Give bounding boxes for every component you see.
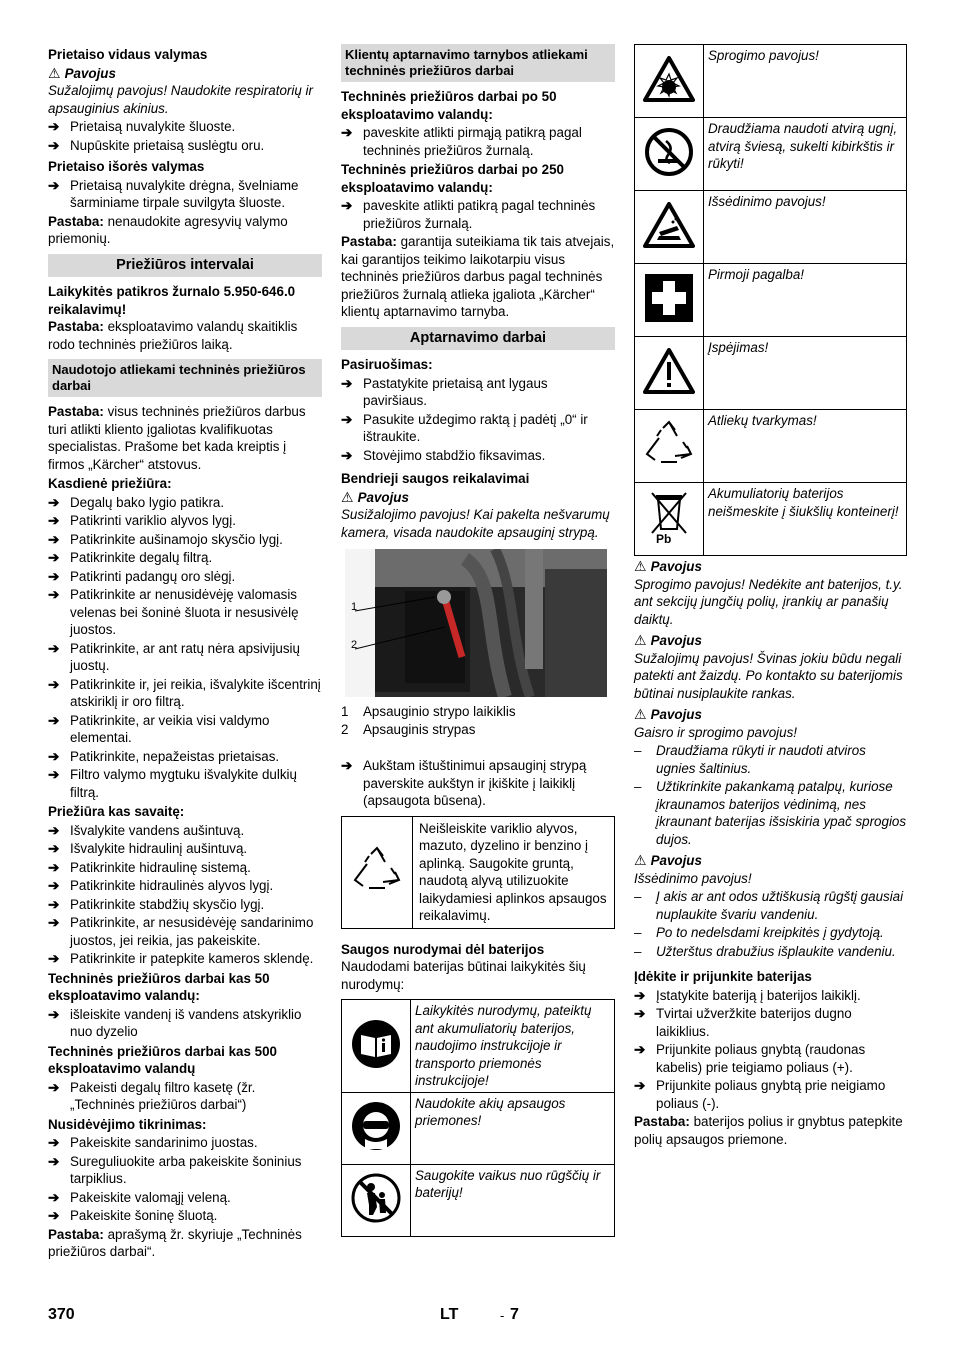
step-text: Patikrinkite ir patepkite kameros sklendę. — [70, 951, 314, 966]
step-item — [48, 840, 322, 858]
heading-logbook: Laikykitės patikros žurnalo 5.950-646.0 reikalavimų! — [48, 284, 296, 317]
step-item — [48, 1079, 322, 1114]
environment-table — [341, 816, 615, 929]
step-text: Prijunkite poliaus gnybtą (raudonas kabelis) prie teigiamo poliaus (+). — [656, 1042, 866, 1075]
step-item — [48, 950, 322, 968]
dash-item: – Draudžiama rūkyti ir naudoti atviros ugnies šaltinius. — [634, 742, 907, 777]
arrow-icon: ➔ — [341, 375, 353, 391]
symbol-row-1: Sprogimo pavojus! — [704, 45, 907, 118]
step-list — [48, 118, 322, 154]
dash-text: Užtikrinkite pakankamą patalpų, kuriose įkraunamos baterijos vėdinimą, nes įkraunant baterijas išsiskiria ypač sprogios dujos. — [656, 779, 907, 847]
arrow-icon: ➔ — [48, 767, 60, 782]
environment-text: Neišleiskite variklio alyvos, mazuto, dyzelino ir benzino į aplinką. Saugokite gruntą, naudotą alyvą utilizuokite laikydamiesi aplinkos apsaugos reikalavimų. — [413, 816, 615, 928]
step-item — [48, 118, 322, 136]
note: Pastaba: eksploatavimo valandų skaitiklis rodo techninės priežiūros laiką. — [48, 319, 298, 352]
first-aid-icon — [644, 273, 694, 323]
warning-icon — [643, 348, 695, 394]
arrow-icon: ➔ — [48, 494, 60, 510]
step-text: Patikrinkite stabdžių skysčio lygį. — [70, 896, 265, 912]
no-fire-icon — [644, 127, 694, 177]
step-text: Stovėjimo stabdžio fiksavimas. — [363, 447, 546, 463]
photo-label-2: 2 — [351, 639, 358, 651]
symbol-row-3: Išsėdinimo pavojus! — [704, 191, 907, 264]
step-text: Patikrinkite, nepažeistas prietaisas. — [70, 748, 280, 764]
warning-text: Gaisro ir sprogimo pavojus! — [634, 724, 797, 740]
step-item — [341, 197, 615, 232]
step-text: Degalų bako lygio patikra. — [70, 494, 225, 510]
warning-heading: ⚠ Pavojus — [634, 852, 702, 868]
section-box-user-maintenance: Naudotojo atliekami techninės priežiūros darbai — [48, 359, 322, 397]
heading-interior-cleaning: Prietaiso vidaus valymas — [48, 47, 208, 62]
step-item — [48, 1134, 322, 1152]
step-item — [341, 757, 615, 810]
step-text: Patikrinkite hidraulinės alyvos lygį. — [70, 878, 274, 893]
note: Pastaba: garantija suteikiama tik tais atvejais, kai garantijos teikimo laikotarpiu visus techninės priežiūros darbus pagal techninės priežiūros žurnalą atlieka įgaliota „Kärcher“ klientų aptarnavimo tarnyba. — [341, 234, 615, 319]
dash-item: – Po to nedelsdami kreipkitės į gydytoją. — [634, 925, 884, 940]
battery-hazard-symbol-table — [634, 44, 907, 556]
step-text: Patikrinkite hidraulinę sistemą. — [70, 859, 251, 875]
step-list — [341, 757, 615, 810]
step-text: Pakeisti degalų filtro kasetę (žr. „Techninės priežiūros darbai“) — [70, 1079, 256, 1112]
arrow-icon: ➔ — [48, 1208, 60, 1223]
arrow-icon: ➔ — [48, 1079, 60, 1095]
arrow-icon: ➔ — [341, 125, 353, 140]
symbol-row-2: Draudžiama naudoti atvirą ugnį, atvirą šviesą, sukelti kibirkštis ir rūkyti! — [704, 118, 907, 191]
heading-service-50h: Techninės priežiūros darbai po 50 eksploatavimo valandų: — [341, 89, 557, 122]
warning-text: Sprogimo pavojus! Nedėkite ant baterijos, t.y. ant sekcijų jungčių polių, įrankių ar panašių daiktų. — [634, 576, 903, 627]
step-item — [48, 549, 322, 567]
heading-service-250h: Techninės priežiūros darbai po 250 eksploatavimo valandų: — [341, 162, 564, 195]
arrow-icon: ➔ — [48, 841, 60, 856]
corrosion-hazard-icon — [643, 202, 695, 248]
step-item — [48, 1207, 322, 1225]
dash-item: – Užtikrinkite pakankamą patalpų, kuriose įkraunamos baterijos vėdinimą, nes įkraunant baterijas išsiskiria ypač sprogios dujos. — [634, 779, 907, 847]
section-box-service-maintenance: Klientų aptarnavimo tarnybos atliekami techninės priežiūros darbai — [341, 44, 615, 82]
step-item — [48, 512, 322, 530]
step-text: Pakeiskite šoninę šluotą. — [70, 1208, 218, 1223]
arrow-icon: ➔ — [48, 640, 60, 656]
battery-row-1: Laikykitės nurodymų, pateiktų ant akumuliatorių baterijos, naudojimo instrukcijoje ir transporto priemonės instrukcijoje! — [411, 1000, 615, 1093]
step-item — [48, 914, 322, 949]
step-list — [48, 494, 322, 802]
step-list — [48, 1006, 322, 1041]
warning-text: Susižalojimo pavojus! Kai pakelta nešvarumų kamera, visada naudokite apsauginį strypą. — [341, 507, 610, 540]
arrow-icon: ➔ — [341, 198, 353, 213]
note: Pastaba: nenaudokite agresyvių valymo priemonių. — [48, 213, 288, 246]
step-item — [48, 1153, 322, 1188]
step-text: Patikrinkite ar nenusidėvėję valomasis velenas bei šoninė šluota ir nesusivėlę juostos. — [70, 587, 299, 637]
symbol-row-4: Pirmoji pagalba! — [704, 264, 907, 337]
step-text: Filtro valymo mygtuku išvalykite dulkių filtrą. — [70, 767, 297, 800]
heading-50h: Techninės priežiūros darbai kas 50 eksploatavimo valandų: — [48, 970, 270, 1003]
step-item — [48, 766, 322, 801]
heading-daily: Kasdienė priežiūra: — [48, 476, 172, 491]
step-list — [341, 375, 615, 465]
step-item — [48, 676, 322, 711]
arrow-icon: ➔ — [48, 1189, 60, 1205]
step-text: Prietaisą nuvalykite drėgna, švelniame šarminiame tirpale suvilgyta šluoste. — [70, 177, 299, 210]
heading-preparation: Pasiruošimas: — [341, 357, 433, 372]
warning-heading: ⚠ Pavojus — [634, 632, 702, 648]
step-text: Nupūskite prietaisą suslėgtu oru. — [70, 137, 265, 153]
step-item — [48, 531, 322, 549]
warning-triangle-icon: ⚠ — [341, 488, 354, 505]
step-item — [48, 1006, 322, 1041]
arrow-icon: ➔ — [48, 1006, 60, 1022]
step-list — [48, 822, 322, 968]
step-text: Sureguliuokite arba pakeiskite šoninius tarpiklius. — [70, 1153, 302, 1186]
arrow-icon: ➔ — [48, 878, 60, 893]
warning-heading: ⚠ Pavojus — [634, 706, 702, 722]
symbol-row-7: Akumuliatorių baterijos neišmeskite į šiukšlių konteinerį! — [704, 483, 907, 556]
step-item — [48, 748, 322, 766]
heading-weekly: Priežiūra kas savaitę: — [48, 804, 185, 819]
column-3 — [634, 44, 907, 1148]
step-item — [48, 137, 322, 155]
step-text: Pakeiskite sandarinimo juostas. — [70, 1135, 258, 1150]
step-item — [634, 987, 907, 1005]
step-item — [48, 494, 322, 512]
note: Pastaba: aprašymą žr. skyriuje „Techninės priežiūros darbai“. — [48, 1226, 302, 1259]
dash-text: Po to nedelsdami kreipkitės į gydytoją. — [656, 925, 884, 940]
warning-heading: ⚠ Pavojus — [48, 64, 116, 81]
step-item — [48, 568, 322, 586]
battery-row-2: Naudokite akių apsaugos priemones! — [411, 1092, 615, 1164]
battery-row-3: Saugokite vaikus nuo rūgščių ir baterijų! — [411, 1164, 615, 1236]
step-list — [341, 124, 615, 159]
caption-2: 2 Apsauginis strypas — [341, 721, 476, 737]
pb-label: Pb — [656, 531, 672, 545]
step-list — [634, 987, 907, 1113]
step-text: Tvirtai užveržkite baterijos dugno laikiklius. — [656, 1006, 852, 1039]
step-text: Prietaisą nuvalykite šluoste. — [70, 119, 236, 134]
arrow-icon: ➔ — [48, 513, 60, 528]
arrow-icon: ➔ — [634, 987, 646, 1003]
warning-text: Sužalojimų pavojus! Švinas jokiu būdu negali patekti ant žaizdų. Po kontakto su baterijomis būtinai nusiplaukite rankas. — [634, 650, 903, 701]
step-item — [48, 896, 322, 914]
step-text: paveskite atlikti pirmąją patikrą pagal techninės priežiūros žurnalą. — [363, 125, 582, 158]
arrow-icon: ➔ — [48, 177, 60, 193]
dash-list — [634, 742, 907, 848]
caption-1: 1 Apsauginio strypo laikiklis — [341, 704, 516, 719]
step-item — [634, 1077, 907, 1112]
photo-label-1: 1 — [351, 601, 358, 613]
heading-install-batteries: Įdėkite ir prijunkite baterijas — [634, 969, 812, 984]
dash-item: – Užterštus drabužius išplaukite vandeniu. — [634, 943, 896, 959]
arrow-icon: ➔ — [48, 119, 60, 134]
step-text: Patikrinkite, ar veikia visi valdymo elementai. — [70, 712, 270, 745]
warning-triangle-icon: ⚠ — [634, 852, 647, 868]
step-text: Pasukite uždegimo raktą į padėtį „0“ ir ištraukite. — [363, 411, 588, 444]
arrow-icon: ➔ — [48, 896, 60, 912]
step-text: Išvalykite vandens aušintuvą. — [70, 822, 245, 838]
arrow-icon: ➔ — [48, 568, 60, 584]
manual-icon — [351, 1019, 401, 1069]
eye-protection-icon — [351, 1101, 401, 1151]
page-footer — [0, 1306, 954, 1330]
step-text: Prijunkite poliaus gnybtą prie neigiamo poliaus (-). — [656, 1078, 886, 1111]
step-text: paveskite atlikti patikrą pagal techninės priežiūros žurnalą. — [363, 198, 596, 231]
warning-triangle-icon: ⚠ — [634, 706, 647, 722]
warning-heading: ⚠ Pavojus — [341, 488, 409, 505]
step-text: Patikrinkite degalų filtrą. — [70, 550, 213, 565]
safety-rod-photo-image — [345, 549, 607, 697]
heading-500h: Techninės priežiūros darbai kas 500 eksploatavimo valandų — [48, 1043, 277, 1076]
warning-triangle-icon: ⚠ — [634, 558, 647, 574]
step-text: Patikrinkite aušinamojo skysčio lygį. — [70, 531, 283, 547]
step-item — [341, 447, 615, 465]
battery-intro: Naudodami baterijas būtinai laikykitės šių nurodymų: — [341, 959, 586, 992]
warning-text: Sužalojimų pavojus! Naudokite respiratorių ir apsauginius akinius. — [48, 83, 313, 116]
step-item — [634, 1005, 907, 1040]
arrow-icon: ➔ — [48, 676, 60, 692]
section-box-maintenance-intervals: Priežiūros intervalai — [48, 254, 322, 278]
step-text: Įstatykite bateriją į baterijos laikiklį. — [656, 987, 861, 1003]
arrow-icon: ➔ — [341, 447, 353, 463]
column-1 — [48, 44, 322, 1261]
step-list — [48, 1134, 322, 1225]
arrow-icon: ➔ — [48, 915, 60, 930]
step-item — [634, 1041, 907, 1076]
battery-symbol-table — [341, 999, 615, 1237]
step-item — [48, 859, 322, 877]
step-list — [341, 197, 615, 232]
warning-triangle-icon: ⚠ — [48, 64, 61, 81]
arrow-icon: ➔ — [48, 712, 60, 728]
step-item — [48, 822, 322, 840]
dash-text: Užterštus drabužius išplaukite vandeniu. — [656, 943, 896, 959]
arrow-icon: ➔ — [48, 822, 60, 838]
heading-exterior-cleaning: Prietaiso išorės valymas — [48, 159, 205, 174]
arrow-icon: ➔ — [48, 531, 60, 547]
note: Pastaba: visus techninės priežiūros darbus turi atlikti kliento įgaliotas kvalifikuotas specialistas. Prašome bet kada kreiptis į firmos „Kärcher“ atstovus. — [48, 404, 306, 472]
arrow-icon: ➔ — [341, 758, 353, 773]
section-page-number: 7 — [510, 1306, 519, 1323]
step-item — [48, 177, 322, 212]
explosion-hazard-icon — [643, 56, 695, 102]
step-item — [341, 375, 615, 410]
arrow-icon: ➔ — [48, 587, 60, 602]
step-item — [48, 640, 322, 675]
arrow-icon: ➔ — [48, 1153, 60, 1169]
step-item — [48, 1189, 322, 1207]
step-item — [48, 586, 322, 639]
recycle-icon-cell — [342, 816, 413, 928]
step-item — [48, 712, 322, 747]
step-list — [48, 177, 322, 212]
dash-text: Draudžiama rūkyti ir naudoti atviros ugnies šaltinius. — [656, 743, 866, 776]
recycle-icon — [351, 844, 403, 896]
step-text: Patikrinti variklio alyvos lygį. — [70, 513, 236, 528]
step-text: Pastatykite prietaisą ant lygaus paviršiaus. — [363, 375, 548, 408]
warning-text: Išsėdinimo pavojus! — [634, 870, 752, 886]
arrow-icon: ➔ — [48, 137, 60, 153]
heading-general-safety: Bendrieji saugos reikalavimai — [341, 471, 530, 486]
arrow-icon: ➔ — [634, 1078, 646, 1093]
step-text: išleiskite vandenį iš vandens atskyriklio nuo dyzelio — [70, 1006, 302, 1039]
step-text: Išvalykite hidraulinį aušintuvą. — [70, 841, 248, 856]
language-code: LT — [440, 1306, 459, 1323]
section-box-service-work: Aptarnavimo darbai — [341, 327, 615, 351]
recycle-icon — [643, 418, 695, 470]
arrow-icon: ➔ — [48, 748, 60, 764]
heading-wear-check: Nusidėvėjimo tikrinimas: — [48, 1116, 207, 1132]
dash-item: – Į akis ar ant odos užtiškusią rūgštį gausiai nuplaukite švariu vandeniu. — [634, 888, 907, 923]
step-text: Aukštam ištuštinimui apsauginį strypą paverskite aukštyn ir įkiškite į laikiklį (apsaugota būsena). — [363, 758, 587, 808]
warning-heading: ⚠ Pavojus — [634, 558, 702, 574]
step-text: Patikrinkite, ar nesusidėvėję sandarinimo juostos, jei reikia, jas pakeiskite. — [70, 915, 314, 948]
step-text: Patikrinkite ir, jei reikia, išvalykite išcentrinį atskiriklį ir oro filtrą. — [70, 676, 321, 709]
safety-rod-photo — [345, 549, 607, 697]
column-2 — [341, 44, 615, 1237]
arrow-icon: ➔ — [48, 550, 60, 565]
arrow-icon: ➔ — [341, 411, 353, 427]
keep-children-away-icon — [351, 1173, 401, 1223]
arrow-icon: ➔ — [634, 1042, 646, 1057]
page-number: 370 — [48, 1306, 75, 1323]
symbol-row-5: Įspėjimas! — [704, 337, 907, 410]
arrow-icon: ➔ — [48, 859, 60, 875]
footer-dash: - — [500, 1308, 505, 1323]
crossed-bin-icon — [646, 489, 692, 545]
step-text: Patikrinkite, ar ant ratų nėra apsivijusių juostų. — [70, 640, 300, 673]
step-item — [341, 124, 615, 159]
step-item — [341, 411, 615, 446]
note: Pastaba: baterijos polius ir gnybtus patepkite polių apsaugos priemone. — [634, 1114, 903, 1147]
symbol-row-6: Atliekų tvarkymas! — [704, 410, 907, 483]
step-item — [48, 877, 322, 895]
arrow-icon: ➔ — [634, 1006, 646, 1021]
step-text: Patikrinti padangų oro slėgį. — [70, 568, 236, 584]
heading-battery-safety: Saugos nurodymai dėl baterijos — [341, 941, 545, 957]
warning-triangle-icon: ⚠ — [634, 632, 647, 648]
step-list — [48, 1079, 322, 1114]
step-text: Pakeiskite valomąjį veleną. — [70, 1189, 231, 1205]
dash-text: Į akis ar ant odos užtiškusią rūgštį gausiai nuplaukite švariu vandeniu. — [656, 889, 904, 922]
arrow-icon: ➔ — [48, 951, 60, 966]
dash-list — [634, 888, 907, 960]
arrow-icon: ➔ — [48, 1135, 60, 1150]
